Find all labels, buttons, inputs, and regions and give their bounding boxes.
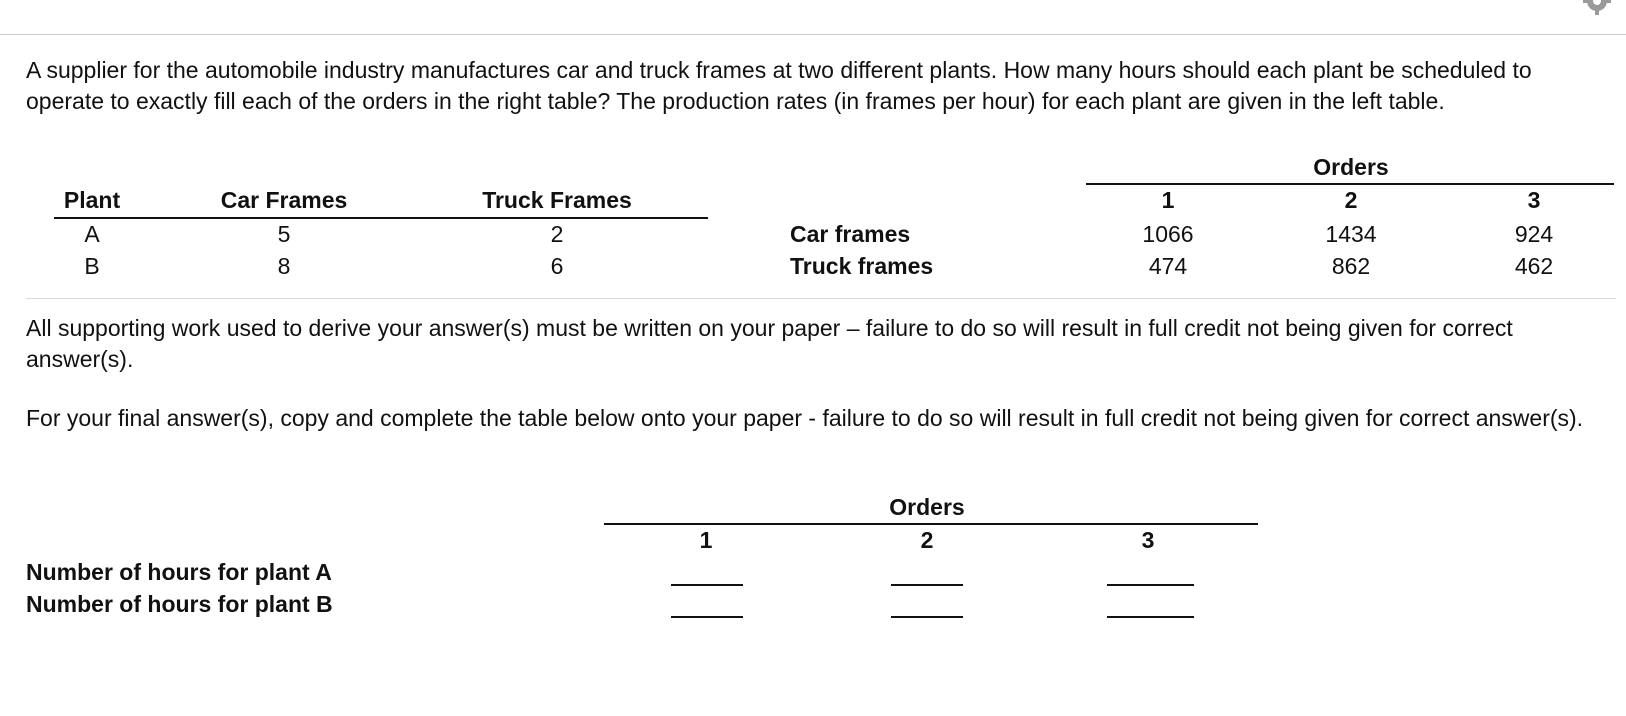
plant-b-truck-rate: 6 [550, 253, 564, 279]
car-frames-order-2: 1434 [1325, 221, 1377, 247]
plant-b-car-rate: 8 [277, 253, 291, 279]
plant-b-order-1-blank[interactable] [671, 616, 743, 618]
answer-orders-header: Orders [889, 494, 965, 520]
intro-paragraph: A supplier for the automobile industry manufactures car and truck frames at two different plants. How many hours should each plant be scheduled to operate to exactly fill each of the orders in the right table? The production rates (in frames per hour) for each plant are given in the left table. [26, 57, 1532, 114]
orders-col-1: 1 [1161, 187, 1175, 213]
plant-a-order-2-blank[interactable] [891, 584, 963, 586]
car-frames-order-1: 1066 [1142, 221, 1194, 247]
answer-col-3: 3 [1141, 527, 1155, 553]
orders-table-rule [1086, 183, 1614, 185]
truck-frames-order-1: 474 [1148, 253, 1188, 279]
car-frames-order-3: 924 [1514, 221, 1554, 247]
plant-b-order-2-blank[interactable] [891, 616, 963, 618]
plant-b-hours-label: Number of hours for plant B [26, 591, 333, 617]
answer-col-2: 2 [920, 527, 934, 553]
plant-a-order-1-blank[interactable] [671, 584, 743, 586]
orders-col-3: 3 [1527, 187, 1541, 213]
truck-frames-order-2: 862 [1331, 253, 1371, 279]
truck-frames-row-label: Truck frames [790, 253, 934, 279]
final-answer-note: For your final answer(s), copy and complete the table below onto your paper - failure to do so will result in full credit not being given for correct answer(s). [26, 405, 1584, 431]
plant-a-label: A [84, 221, 100, 247]
orders-group-header: Orders [1313, 154, 1389, 180]
top-divider [0, 34, 1626, 35]
supporting-work-note: All supporting work used to derive your answer(s) must be written on your paper – failure to do so will result in full credit not being given for correct answer(s). [26, 315, 1513, 372]
plant-a-hours-label: Number of hours for plant A [26, 559, 332, 585]
car-frames-row-label: Car frames [790, 221, 911, 247]
answer-col-1: 1 [699, 527, 713, 553]
section-divider [26, 298, 1616, 299]
plant-b-label: B [84, 253, 100, 279]
left-table-rule [54, 217, 708, 219]
header-plant: Plant [63, 187, 121, 213]
truck-frames-order-3: 462 [1514, 253, 1554, 279]
header-car-frames: Car Frames [220, 187, 348, 213]
plant-a-truck-rate: 2 [550, 221, 564, 247]
plant-a-order-3-blank[interactable] [1107, 584, 1194, 586]
header-truck-frames: Truck Frames [482, 187, 632, 213]
plant-b-order-3-blank[interactable] [1107, 616, 1194, 618]
plant-a-car-rate: 5 [277, 221, 291, 247]
answer-table-rule [604, 523, 1258, 525]
gear-icon[interactable] [1582, 0, 1612, 16]
orders-col-2: 2 [1344, 187, 1358, 213]
